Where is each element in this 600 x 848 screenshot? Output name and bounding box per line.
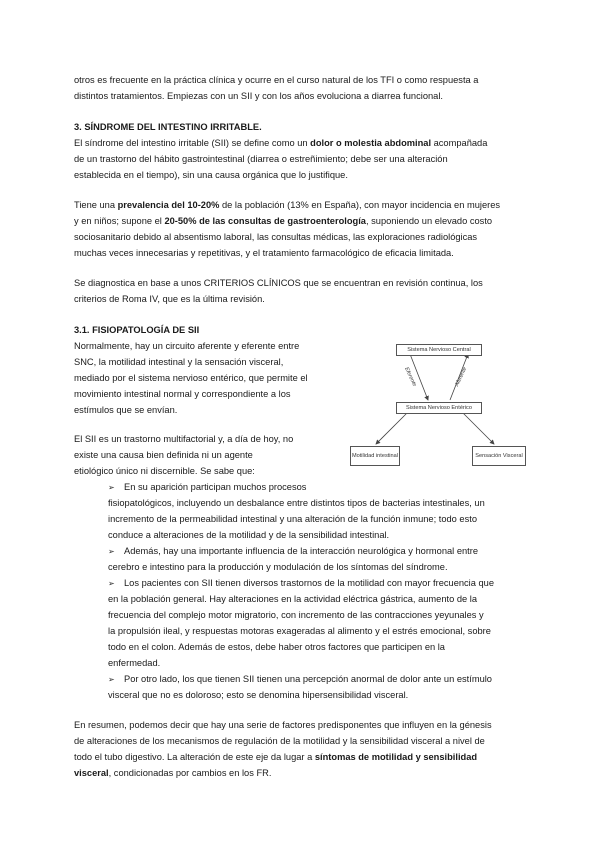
text-run: Por otro lado, los que tienen SII tienen una percepción anormal de dolor ante un estímulo [124,674,492,684]
text-run: todo el tubo digestivo. La alteración de este eje da lugar a [74,752,315,762]
bullet-line: en la población general. Hay alteraciones en la actividad eléctrica gástrica, aumento de la [108,594,477,604]
bold-text: prevalencia del 10-20% [117,200,220,210]
bullet-line [108,671,492,688]
paragraph-line: criterios de Roma IV, que es la última revisión. [74,294,265,304]
paragraph-line: establecida en el tiempo), sin una causa orgánica que lo justifique. [74,170,348,180]
paragraph-line [74,213,492,229]
bullet-line: frecuencia del complejo motor migratorio, con incremento de las contracciones yeyunales y [108,610,484,620]
bold-text: síntomas de motilidad y sensibilidad [314,752,478,762]
text-run: acompañada [431,138,488,148]
text-run: de la población (13% en España), con mayor incidencia en mujeres [219,200,501,210]
bullet-line [108,479,306,496]
paragraph-line: El SII es un trastorno multifactorial y, a día de hoy, no [74,434,294,444]
bullet-line: conduce a alteraciones de la motilidad y de la sensibilidad intestinal. [108,530,390,540]
bullet-line: enfermedad. [108,658,161,668]
intro-line-2: distintos tratamientos. Empiezas con un SII y con los años evoluciona a diarrea funcional. [74,91,443,101]
bullet-line: todo en el colon. Además de estos, debe haber otros factores que participen en la [108,642,445,652]
bullet-line: visceral que no es doloroso; esto se denomina hipersensibilidad visceral. [108,690,409,700]
text-run: Además, hay una importante influencia de la interacción neurológica y hormonal entre [124,546,479,556]
paragraph-line: de alteraciones de los mecanismos de regulación de la motilidad y la sensibilidad visceral a nivel de [74,736,485,746]
paragraph-line: existe una causa bien definida ni un agente [74,450,253,460]
paragraph-line: etiológico único ni discernible. Se sabe que: [74,466,255,476]
bullet-line: cerebro e intestino para la producción y modulación de los síntomas del síndrome. [108,562,448,572]
bullet-line: fisiopatológicos, incluyendo un desbalance entre distintos tipos de bacterias intestinales, un [108,498,485,508]
bold-text: visceral [74,768,109,778]
cns-box: Sistema Nervioso Central [396,344,482,356]
bullet-line: incremento de la permeabilidad intestinal y una alteración de la función inmune; todo esto [108,514,478,524]
paragraph-line: muchas veces innecesarias y repetitivas, y el tratamiento farmacológico de eficacia limitada. [74,248,454,258]
paragraph-line: movimiento intestinal normal y correspondiente a los [74,389,291,399]
afferent-label: Aferente [454,366,469,388]
paragraph-line [74,765,271,781]
text-run: , condicionadas por cambios en los FR. [108,768,272,778]
paragraph-line: de un trastorno del hábito gastrointestinal (diarrea o estreñimiento; debe ser una alteración [74,154,448,164]
motility-box: Motilidad intestinal [350,446,400,466]
paragraph-line: SNC, la motilidad intestinal y la sensación visceral, [74,357,284,367]
ens-box: Sistema Nervioso Entérico [396,402,482,414]
bullet-arrow-icon: ➢ [108,675,115,684]
bold-text: 20-50% de las consultas de gastroenterología [164,216,366,226]
text-run: En su aparición participan muchos procesos [124,482,307,492]
bullet-line [108,543,478,560]
bullet-arrow-icon: ➢ [108,579,115,588]
bold-text: dolor o molestia abdominal [310,138,432,148]
paragraph-line: sociosanitario debido al absentismo laboral, las consultas médicas, las exploraciones radiológicas [74,232,478,242]
paragraph-line: Normalmente, hay un circuito aferente y eferente entre [74,341,300,351]
paragraph-line [74,135,487,151]
text-run: Los pacientes con SII tienen diversos trastornos de la motilidad con mayor frecuencia que [124,578,495,588]
paragraph-line: estímulos que se envían. [74,405,178,415]
motility-arrow [376,412,408,444]
bullet-arrow-icon: ➢ [108,483,115,492]
paragraph-line: Se diagnostica en base a unos CRITERIOS CLÍNICOS que se encuentran en revisión continua, los [74,278,483,288]
bullet-line [108,575,494,592]
bullet-arrow-icon: ➢ [108,547,115,556]
efferent-label: Eferente [403,366,418,388]
text-run: y en niños; supone el [74,216,165,226]
paragraph-line [74,749,477,765]
subsection-heading: 3.1. FISIOPATOLOGÍA DE SII [74,325,200,335]
paragraph-line [74,197,500,213]
paragraph-line: En resumen, podemos decir que hay una serie de factores predisponentes que influyen en la génesis [74,720,492,730]
paragraph-line: mediado por el sistema nervioso entérico, que permite el [74,373,308,383]
sensation-arrow [462,412,494,444]
text-run: , suponiendo un elevado costo [365,216,493,226]
visceral-sensation-box: Sensación Visceral [472,446,526,466]
nervous-system-diagram [340,338,530,468]
text-run: Tiene una [74,200,118,210]
text-run: El síndrome del intestino irritable (SII) se define como un [74,138,311,148]
bullet-line: la propulsión ileal, y respuestas motoras exageradas al alimento y el estrés emocional, sobre [108,626,491,636]
section-heading: 3. SÍNDROME DEL INTESTINO IRRITABLE. [74,122,262,132]
intro-line-1: otros es frecuente en la práctica clínica y ocurre en el curso natural de los TFI o como respuesta a [74,75,479,85]
